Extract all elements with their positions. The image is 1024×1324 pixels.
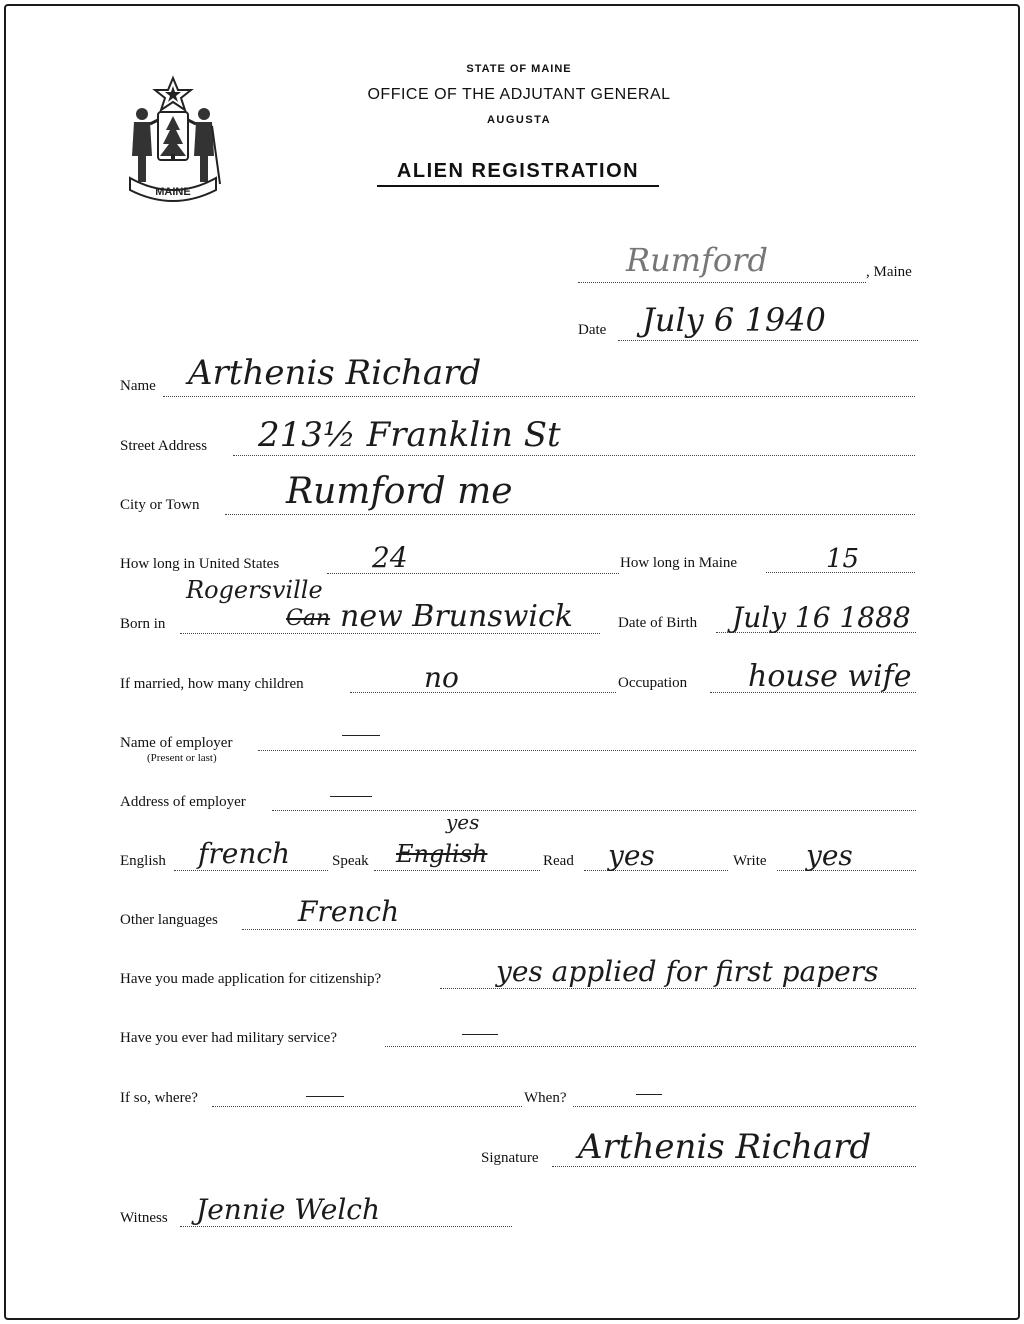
date-of-birth-label: Date of Birth	[618, 615, 698, 631]
citizenship-label: Have you made application for citizenship?	[120, 971, 382, 987]
employer-name-dash	[342, 735, 380, 736]
where-label: If so, where?	[120, 1090, 198, 1106]
header-city: AUGUSTA	[486, 114, 552, 126]
employer-address-dash	[330, 796, 372, 797]
other-languages-line	[242, 929, 916, 930]
born-in-entry: new Brunswick	[340, 599, 573, 634]
town-entry: Rumford	[626, 241, 768, 279]
occupation-label: Occupation	[618, 675, 688, 691]
citizenship-entry: yes applied for first papers	[496, 955, 879, 988]
witness-line	[180, 1226, 512, 1227]
employer-name-label: Name of employer	[120, 735, 233, 751]
employer-address-label: Address of employer	[120, 794, 246, 810]
born-in-insert: Rogersville	[186, 576, 323, 604]
born-in-label: Born in	[120, 616, 166, 632]
military-dash	[462, 1034, 498, 1035]
when-dash	[636, 1094, 662, 1095]
name-label: Name	[120, 378, 156, 394]
how-long-maine-label: How long in Maine	[620, 555, 738, 571]
street-label: Street Address	[120, 438, 208, 454]
speak-line	[374, 870, 540, 871]
name-entry: Arthenis Richard	[188, 353, 482, 393]
signature-entry: Arthenis Richard	[578, 1127, 872, 1167]
write-entry: yes	[806, 839, 853, 872]
english-line	[174, 870, 328, 871]
when-label: When?	[524, 1090, 567, 1106]
military-label: Have you ever had military service?	[120, 1030, 337, 1046]
read-entry: yes	[608, 839, 655, 872]
children-entry: no	[424, 661, 459, 694]
city-line	[225, 514, 915, 515]
where-line	[212, 1106, 522, 1107]
children-line	[350, 692, 616, 693]
employer-name-line	[258, 750, 916, 751]
english-entry: french	[198, 837, 291, 870]
born-in-struck: Can	[286, 606, 331, 631]
maine-state-seal-icon	[122, 74, 224, 204]
speak-label: Speak	[332, 853, 369, 869]
where-dash	[306, 1096, 344, 1097]
other-languages-label: Other languages	[120, 912, 218, 928]
name-line	[163, 396, 915, 397]
english-label: English	[120, 853, 166, 869]
city-label: City or Town	[120, 497, 200, 513]
header-office: OFFICE OF THE ADJUTANT GENERAL	[367, 86, 671, 103]
street-entry: 213½ Franklin St	[258, 415, 561, 455]
signature-label: Signature	[481, 1150, 539, 1166]
seal-motto-text: MAINE	[155, 186, 191, 198]
military-line	[385, 1046, 916, 1047]
when-line	[573, 1106, 916, 1107]
maine-label: , Maine	[866, 264, 912, 280]
date-of-birth-entry: July 16 1888	[732, 601, 911, 634]
city-entry: Rumford me	[286, 471, 513, 512]
other-languages-entry: French	[298, 895, 400, 928]
write-label: Write	[733, 853, 767, 869]
town-line	[578, 282, 866, 283]
form-title: ALIEN REGISTRATION	[377, 160, 659, 187]
date-label: Date	[578, 322, 607, 338]
employer-name-sublabel: (Present or last)	[147, 752, 217, 764]
employer-address-line	[272, 810, 916, 811]
occupation-entry: house wife	[748, 659, 912, 694]
witness-label: Witness	[120, 1210, 168, 1226]
speak-struck: English	[396, 840, 488, 868]
read-label: Read	[543, 853, 574, 869]
how-long-us-entry: 24	[372, 541, 408, 574]
speak-insert: yes	[446, 810, 480, 834]
street-line	[233, 455, 915, 456]
read-line	[584, 870, 728, 871]
how-long-maine-entry: 15	[826, 544, 860, 574]
how-long-us-line	[327, 573, 619, 574]
citizenship-line	[440, 988, 916, 989]
date-entry: July 6 1940	[642, 301, 826, 339]
witness-entry: Jennie Welch	[196, 1193, 381, 1226]
how-long-us-label: How long in United States	[120, 556, 280, 572]
children-label: If married, how many children	[120, 676, 304, 692]
date-line	[618, 340, 918, 341]
header-state: STATE OF MAINE	[466, 63, 572, 75]
